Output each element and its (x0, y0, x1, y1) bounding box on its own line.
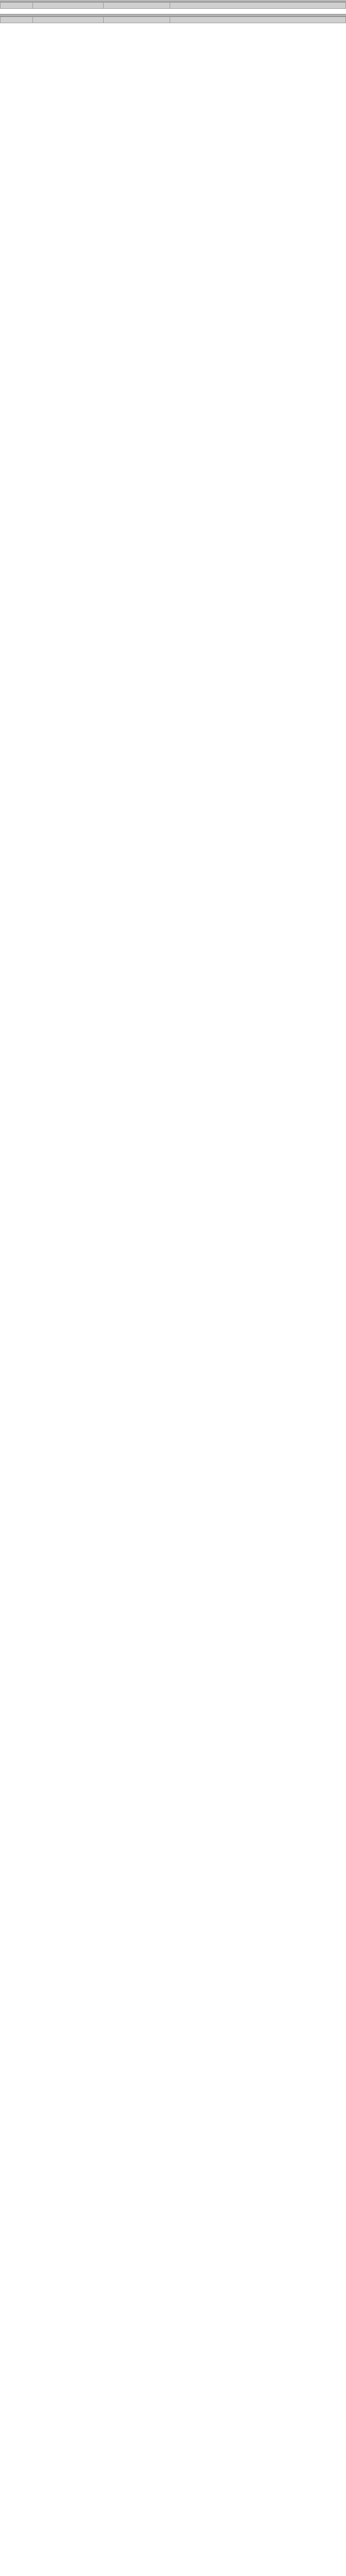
secondary-header-rnec (104, 17, 170, 23)
clinical-trials-table (0, 2, 346, 9)
other-studies-table (0, 16, 346, 23)
secondary-header-protocol (33, 17, 104, 23)
secondary-header-row (1, 17, 346, 23)
header-cec (1, 3, 33, 9)
header-eudract (33, 3, 104, 9)
secondary-header-cec (1, 17, 33, 23)
header-estado (170, 3, 346, 9)
header-rnec (104, 3, 170, 9)
secondary-header-estado (170, 17, 346, 23)
table-header-row (1, 3, 346, 9)
